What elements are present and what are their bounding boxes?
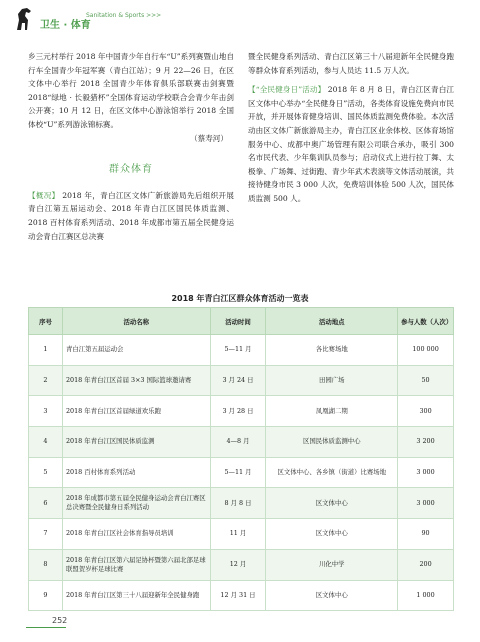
table-row [29,335,454,366]
cell-count: 50 [398,365,454,396]
cell-count: 1 000 [398,580,454,611]
table-row [29,580,454,611]
table-header-row [29,308,454,335]
table-row [29,365,454,396]
cell-time: 5—11 月 [210,335,266,366]
cell-time: 4—8 月 [210,427,266,458]
horse-logo-icon [14,6,36,32]
activity-table [28,307,454,611]
cell-no: 8 [29,549,63,580]
right-column [248,50,454,206]
table-row [29,396,454,427]
cell-name: 2018 年成都市第五届全民健身运动会青白江赛区总决赛暨全民健身日系列活动 [62,488,210,519]
section-title: 群众体育 [109,164,153,176]
header-no: 序号 [29,308,63,335]
cell-name: 2018 年青白江区国民体质监测 [62,427,210,458]
cell-no: 5 [29,457,63,488]
cell-time: 12 月 31 日 [210,580,266,611]
cell-count: 300 [398,396,454,427]
cell-place: 区文体中心 [266,488,398,519]
cell-time: 3 月 24 日 [210,365,266,396]
author-credit: （蔡寿河） [190,133,228,143]
cell-place: 区国民体质监测中心 [266,427,398,458]
cell-place: 凤凰湖二期 [266,396,398,427]
cell-name: 2018 年青白江区第三十八届迎新年全民健身跑 [62,580,210,611]
header-place: 活动地点 [266,308,398,335]
cell-count: 3 200 [398,427,454,458]
cell-count: 3 000 [398,457,454,488]
table-row [29,457,454,488]
table-row [29,488,454,519]
cell-time: 11 月 [210,519,266,550]
cell-name: 2018 年青白江区第六届足协杯暨第六届北部足球联盟贺岁杯足球比赛 [62,549,210,580]
cell-time: 8 月 8 日 [210,488,266,519]
cell-count: 90 [398,519,454,550]
header-name: 活动名称 [62,308,210,335]
header-count: 参与人数（人次） [398,308,454,335]
cell-place: 各比赛场地 [266,335,398,366]
cell-place: 川化中学 [266,549,398,580]
right-paragraph-1: 暨全民健身系列活动、青白江区第三十八届迎新年全民健身跑等群众体育系列活动，参与人员达 11.5 万人次。 [248,52,454,75]
cell-name: 2018 年青白江区首届绿道欢乐跑 [62,396,210,427]
header-logo [14,6,91,34]
cell-place: 区文体中心 [266,519,398,550]
table-row [29,519,454,550]
cell-no: 6 [29,488,63,519]
cell-count: 3 000 [398,488,454,519]
cell-name: 2018 年青白江区社会体育指导员培训 [62,519,210,550]
table-row [29,549,454,580]
cell-place: 区文体中心、各乡镇（街道）比赛场地 [266,457,398,488]
fitness-day-text: 2018 年 8 月 8 日，青白江区青白江区文体中心举办“全民健身日”活动，各类体育设施免费向市民开放，并开展体育健身培训、国民体质监测免费体验。本次活动由区文体广新旅游局主办，青白江区业余体校、区体育场馆服务中心、成都中奥广场管理有限公司联合承办，吸引 300 名市民代表、少年集训队员参与；启动仪式上进行拉丁舞、太极拳、广场舞、过街跑、青少年武术表演等文体活动展演，共接待健身市民 3 000 人次，免费培训体验 500 人次，国民体质监测 500 人。 [248,85,454,203]
cell-time: 12 月 [210,549,266,580]
cell-time: 3 月 28 日 [210,396,266,427]
header-time: 活动时间 [210,308,266,335]
overview-tag: 【概况】 [28,190,60,200]
cell-count: 100 000 [398,335,454,366]
cell-no: 4 [29,427,63,458]
page-number: 252 [52,616,68,625]
cell-place: 区文体中心 [266,580,398,611]
cell-no: 3 [29,396,63,427]
cell-name: 2018 年青白江区首届 3×3 国际篮球邀请赛 [62,365,210,396]
cell-no: 7 [29,519,63,550]
cell-place: 田园广场 [266,365,398,396]
cell-no: 2 [29,365,63,396]
right-paragraph-2 [248,83,454,205]
cell-count: 200 [398,549,454,580]
cell-name: 2018 百村体育系列活动 [62,457,210,488]
header-subtitle: Sanitation & Sports >>> [86,12,162,19]
overview-text: 2018 年，青白江区文体广新旅游局先后组织开展青白江第五届运动会、2018 年青白江区国民体质监测、2018 百村体育系列活动、2018 年成都市第五届全民健身运动会青白江赛区总决赛 [28,190,234,241]
left-column [28,50,234,243]
header-title: 卫生 · 体育 [40,20,91,31]
table-row [29,427,454,458]
footer-divider [26,627,66,628]
page-header [0,0,480,36]
cell-no: 9 [29,580,63,611]
left-paragraph-2 [28,189,234,243]
left-paragraph-1: 乡三元村举行 2018 年中国青少年自行车“U”系列赛暨山地自行车全国青少年冠军赛（青白江站）；9 月 22—26 日，在区文体中心举行 2018 全国青少年体育俱乐部联赛击剑赛暨 2018“绿地 · 长毅猎杯”全国体育运动学校联合会青少年击剑公开赛；10 月 12 日，在区文体中心游泳馆举行 2018 全国体校“U”系列游泳锦标赛。 [28,52,234,129]
cell-time: 5—11 月 [210,457,266,488]
cell-name: 青白江第五届运动会 [62,335,210,366]
table-title: 2018 年青白江区群众体育活动一览表 [171,294,309,303]
table-body [29,335,454,611]
cell-no: 1 [29,335,63,366]
fitness-day-tag: 【“全民健身日”活动】 [248,85,326,95]
